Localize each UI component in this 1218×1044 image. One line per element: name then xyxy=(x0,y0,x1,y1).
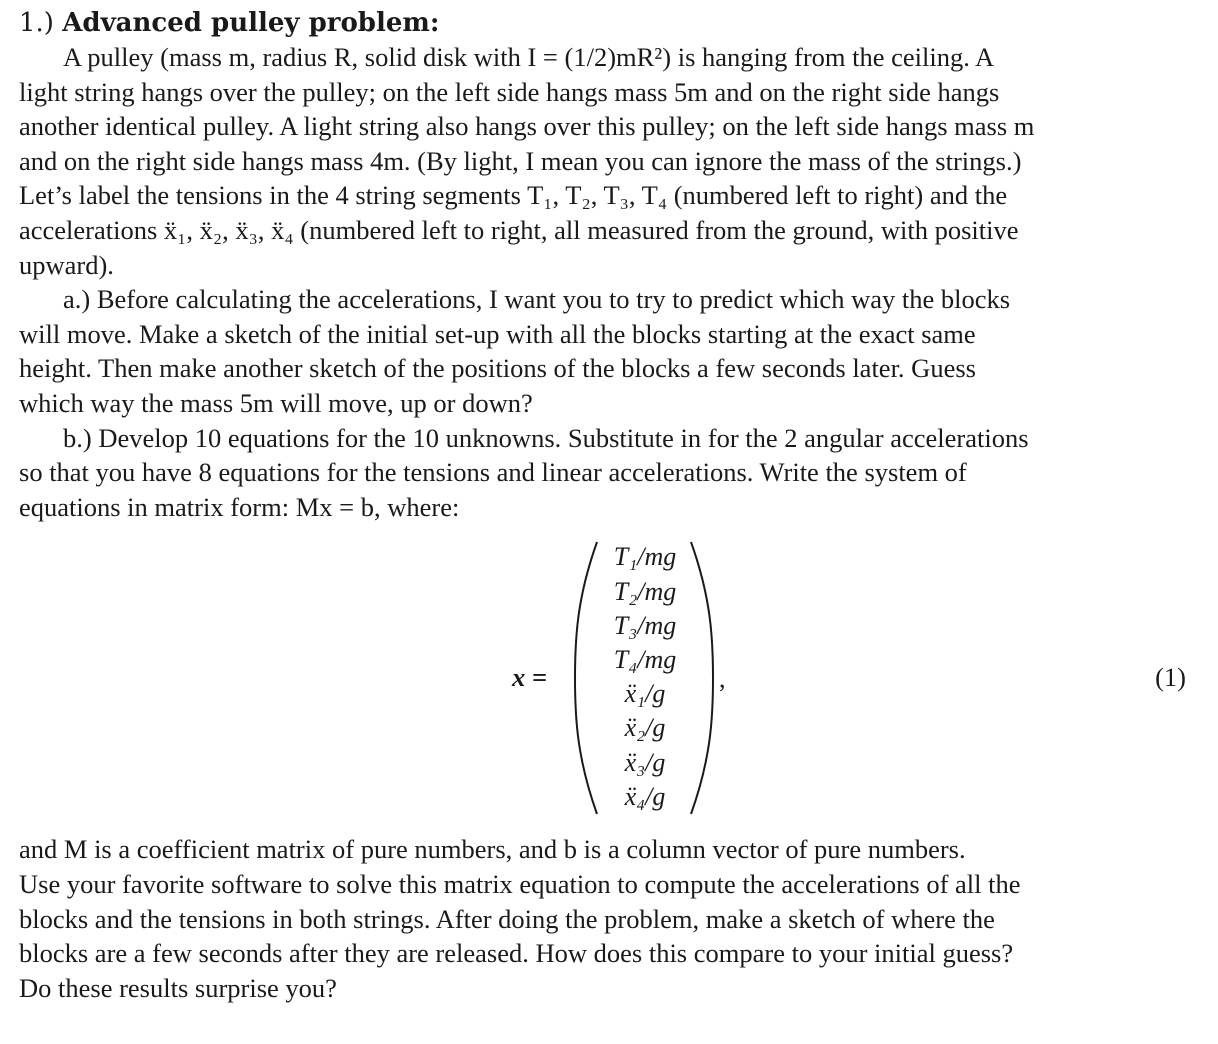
problem-heading xyxy=(19,6,1186,40)
closing-line: blocks and the tensions in both strings. After doing the problem, make a sketch of where the xyxy=(19,903,995,934)
closing-line: blocks are a few seconds after they are released. How does this compare to your initial guess? xyxy=(19,938,1014,969)
intro-line: light string hangs over the pulley; on the left side hangs mass 5m and on the right side hangs xyxy=(19,76,1000,107)
part-b-line: b.) Develop 10 equations for the 10 unknowns. Substitute in for the 2 angular accelerations xyxy=(63,422,1029,453)
closing-line: Use your favorite software to solve this matrix equation to compute the accelerations of all the xyxy=(19,868,1021,899)
intro-line: another identical pulley. A light string also hangs over this pulley; on the left side hangs mass m xyxy=(19,111,1035,142)
closing-line: and M is a coefficient matrix of pure numbers, and b is a column vector of pure numbers. xyxy=(19,834,966,865)
part-a-paragraph xyxy=(19,282,1186,420)
part-a-line: a.) Before calculating the accelerations, I want you to try to predict which way the blocks xyxy=(63,284,1011,315)
problem-number: 1.) xyxy=(19,8,54,38)
vector-equation xyxy=(19,534,1186,824)
vector-entry: ẍ₄/g xyxy=(624,781,666,811)
equation-number: (1) xyxy=(1155,662,1186,693)
part-b-line: equations in matrix form: Mx = b, where: xyxy=(19,491,460,522)
closing-paragraph xyxy=(19,832,1186,1005)
problem-title: Advanced pulley problem: xyxy=(62,8,440,38)
equation-comma: , xyxy=(719,664,726,694)
part-a-line: will move. Make a sketch of the initial set-up with all the blocks starting at the exact same xyxy=(19,318,976,349)
unknowns-vector xyxy=(599,540,691,814)
part-b-paragraph xyxy=(19,421,1186,525)
vector-entry: T₂/mg xyxy=(613,576,677,606)
vector-entry: T₁/mg xyxy=(613,542,677,572)
vector-entry: T₄/mg xyxy=(613,644,677,674)
vector-entry: T₃/mg xyxy=(613,610,677,640)
intro-paragraph xyxy=(19,40,1186,282)
closing-line: Do these results surprise you? xyxy=(19,972,337,1003)
intro-line: Let’s label the tensions in the 4 string segments T₁, T₂, T₃, T₄ (numbered left to right) and the xyxy=(19,180,1008,211)
intro-line: A pulley (mass m, radius R, solid disk with I = (1/2)mR²) is hanging from the ceiling. A xyxy=(63,42,995,72)
intro-line: accelerations ẍ₁, ẍ₂, ẍ₃, ẍ₄ (numbered left to right, all measured from the ground, with positive xyxy=(19,214,1019,245)
part-a-line: which way the mass 5m will move, up or down? xyxy=(19,387,533,418)
part-a-line: height. Then make another sketch of the positions of the blocks a few seconds later. Guess xyxy=(19,353,976,384)
left-parenthesis-icon xyxy=(571,538,601,818)
part-b-line: so that you have 8 equations for the tensions and linear accelerations. Write the system of xyxy=(19,457,967,488)
right-parenthesis-icon xyxy=(687,538,717,818)
vector-entry: ẍ₂/g xyxy=(624,713,666,743)
intro-line: upward). xyxy=(19,249,114,280)
equation-lhs: x = xyxy=(512,662,547,693)
vector-entry: ẍ₁/g xyxy=(624,679,666,709)
vector-entry: ẍ₃/g xyxy=(624,747,666,777)
intro-line: and on the right side hangs mass 4m. (By light, I mean you can ignore the mass of the strings.) xyxy=(19,145,1022,176)
